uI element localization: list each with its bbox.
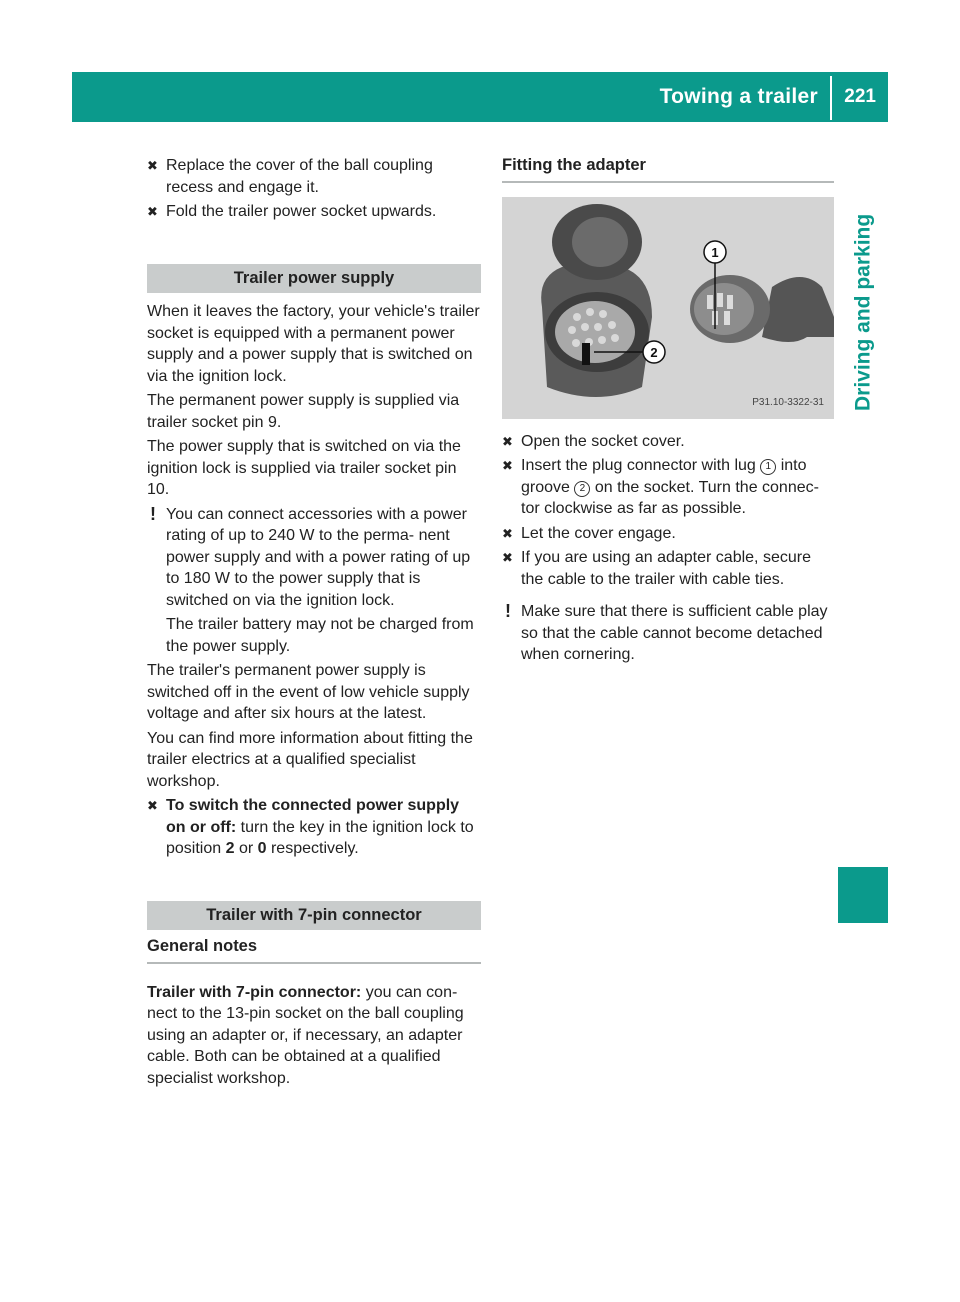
paragraph: [147, 982, 481, 1090]
step-text: or: [234, 840, 258, 857]
step-text: Fold the trailer power socket upwards.: [166, 203, 437, 220]
step-text: If you are using an adapter cable, secure the cable to the trailer with cable ties.: [521, 549, 811, 588]
section-title-7pin: Trailer with 7-pin connector: [147, 901, 481, 931]
step-text: Replace the cover of the ball coupling recess and engage it.: [166, 157, 433, 196]
page-header: [72, 72, 888, 122]
warning-text: You can connect accessories with a power rating of up to 240 W to the perma- nent power supply and with a power rating of up to 180 W to the power supply that is switched on via the ignition lock.: [166, 505, 471, 609]
section-title-power-supply: Trailer power supply: [147, 264, 481, 294]
step-arrow-icon: ✖: [502, 550, 513, 565]
step-text: Insert the plug connector with lug: [521, 457, 761, 474]
step-item: [147, 795, 481, 860]
paragraph: The trailer's permanent power supply is switched off in the event of low vehicle supply voltage and after six hours at the latest.: [147, 662, 470, 722]
warning-icon: !: [150, 503, 156, 524]
step-item: [502, 431, 834, 453]
paragraph: You can find more information about fitting the trailer electrics at a qualified specialist workshop.: [147, 729, 473, 790]
step-item: [502, 455, 834, 520]
adapter-illustration: [502, 197, 834, 419]
step-text: on the socket. Turn the connec- tor clockwise as far as possible.: [521, 478, 819, 517]
callout-2: 2: [650, 344, 658, 360]
right-column: [502, 155, 834, 669]
step-text: Open the socket cover.: [521, 432, 685, 450]
step-bold: To switch the connected power supply on or off:: [166, 797, 460, 836]
step-arrow-icon: ✖: [502, 433, 513, 449]
paragraph-text: you can con- nect to the 13-pin socket on the ball coupling using an adapter or, if necessary, an adapter cable. Both can be obtained at a qualified specialist workshop.: [147, 983, 464, 1087]
step-item: [147, 201, 481, 223]
position-value: 0: [257, 840, 267, 857]
warning-text: Make sure that there is sufficient cable play so that the cable cannot become detached when cornering.: [521, 603, 828, 663]
page-number: 221: [844, 86, 876, 107]
position-value: 2: [225, 840, 235, 857]
header-divider: [830, 76, 832, 120]
callout-1: 1: [711, 244, 719, 260]
chapter-title: Towing a trailer: [659, 85, 818, 108]
step-text: into groove: [521, 457, 807, 496]
warning-text: The trailer battery may not be charged from the power supply.: [166, 616, 474, 655]
paragraph: The permanent power supply is supplied via trailer socket pin 9.: [147, 392, 460, 431]
subheading-fitting-adapter: Fitting the adapter: [502, 155, 834, 183]
warning-note: [502, 601, 834, 666]
step-text: turn the key in the ignition lock to position: [166, 818, 474, 857]
adapter-photo: [502, 197, 834, 419]
step-arrow-icon: ✖: [147, 204, 158, 219]
step-arrow-icon: ✖: [502, 458, 513, 473]
warning-note: [147, 504, 481, 658]
groove-ref: 2: [574, 481, 590, 497]
step-text: Let the cover engage.: [521, 524, 676, 542]
paragraph: When it leaves the factory, your vehicle's trailer socket is equipped with a permanent power supply and a power supply that is switched on via the ignition lock.: [147, 303, 480, 385]
step-arrow-icon: ✖: [147, 798, 158, 813]
paragraph: The power supply that is switched on via the ignition lock is supplied via trailer socket pin 10.: [147, 438, 461, 498]
step-item: [147, 155, 481, 198]
side-tab-marker: [838, 867, 888, 923]
subheading-general-notes: General notes: [147, 936, 481, 964]
left-column: [147, 155, 481, 1092]
paragraph-bold: Trailer with 7-pin connector:: [147, 983, 362, 1001]
side-tab-label: Driving and parking: [851, 213, 875, 411]
step-text: respectively.: [266, 840, 359, 857]
step-arrow-icon: ✖: [147, 158, 158, 173]
step-arrow-icon: ✖: [502, 525, 513, 541]
step-item: [502, 523, 834, 545]
lug-ref: 1: [760, 459, 776, 475]
warning-icon: !: [505, 601, 511, 621]
image-caption: P31.10-3322-31: [752, 397, 824, 408]
step-item: [502, 547, 834, 590]
